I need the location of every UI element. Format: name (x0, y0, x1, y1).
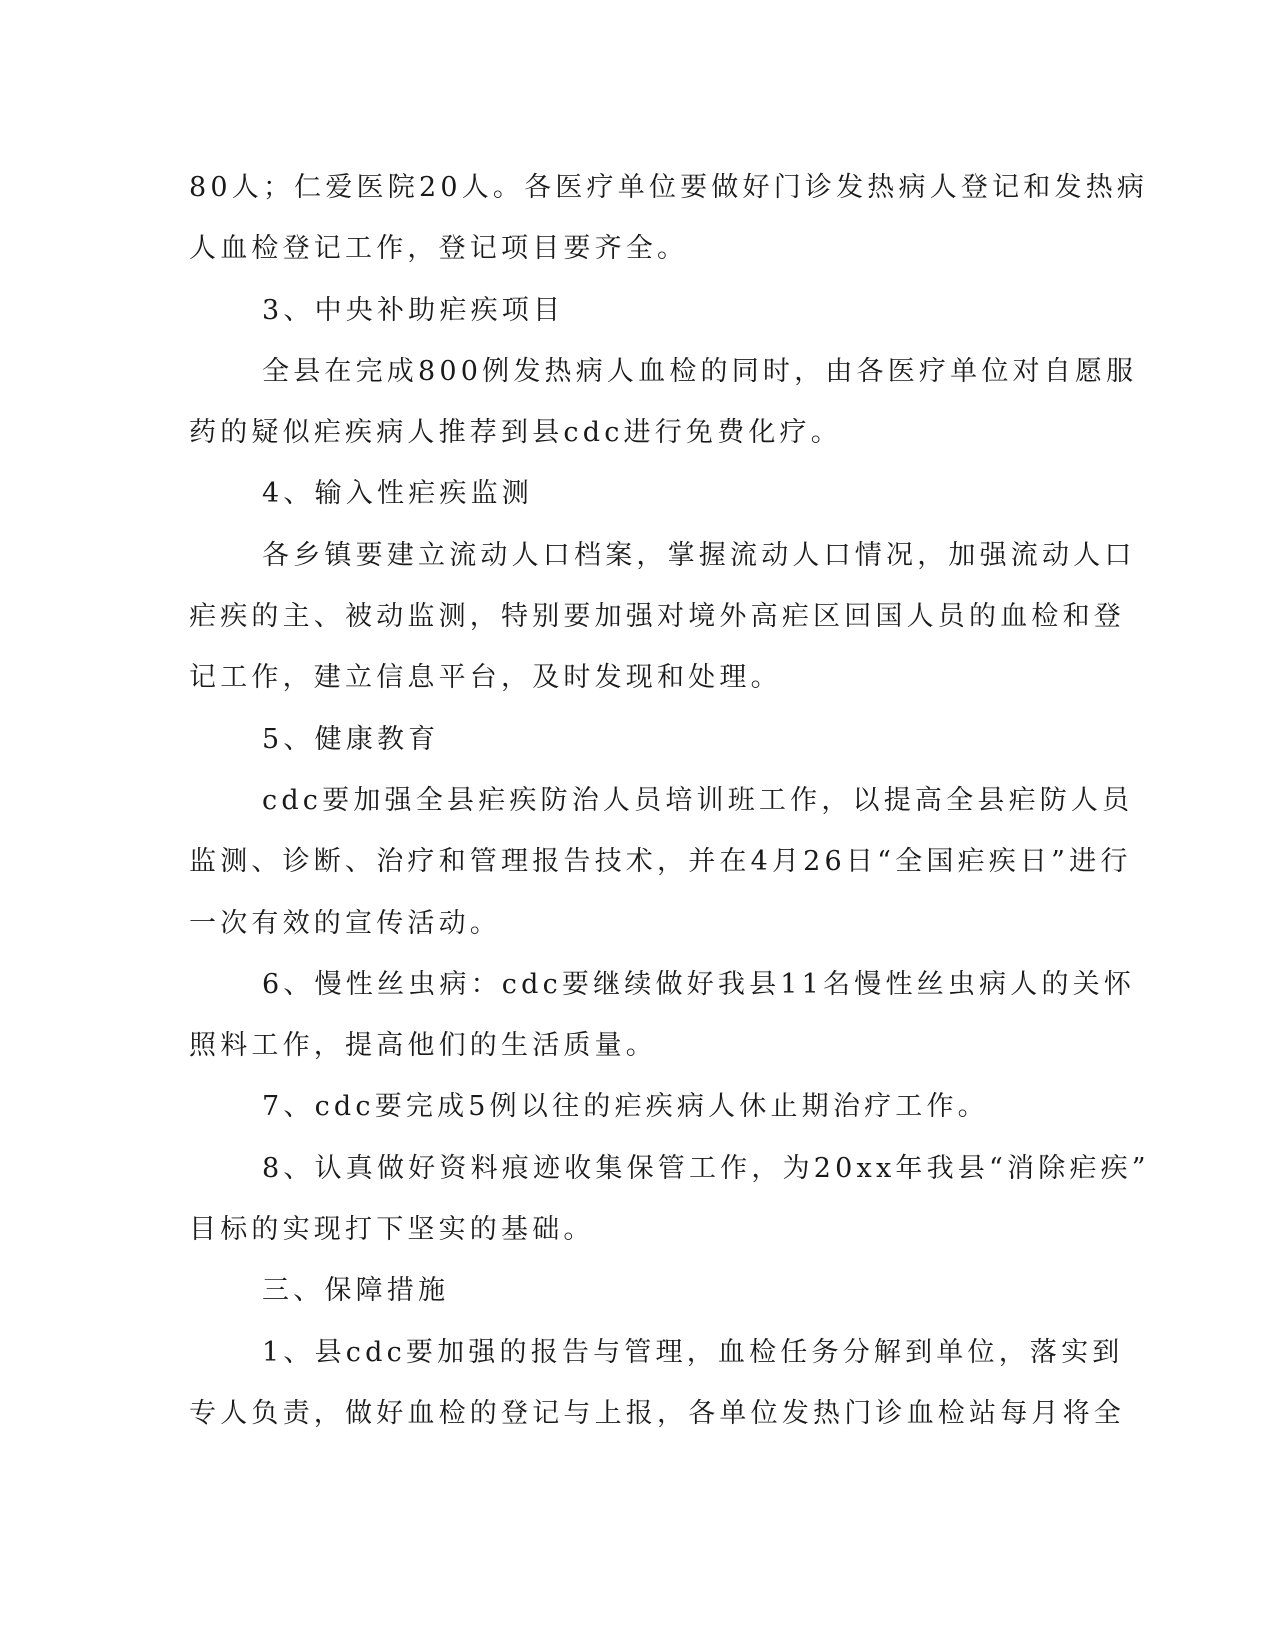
text-line: 监测、诊断、治疗和管理报告技术，并在4月26日“全国疟疾日”进行 (189, 846, 1132, 878)
list-item-line: 6、慢性丝虫病：cdc要继续做好我县11名慢性丝虫病人的关怀 (262, 968, 1136, 1000)
section-heading: 4、输入性疟疾监测 (262, 478, 533, 510)
paragraph-first-line: 各乡镇要建立流动人口档案，掌握流动人口情况，加强流动人口 (262, 539, 1136, 571)
text-line: 药的疑似疟疾病人推荐到县cdc进行免费化疗。 (189, 417, 842, 449)
list-item-line: 1、县cdc要加强的报告与管理，血检任务分解到单位，落实到 (262, 1336, 1124, 1368)
text-line: 专人负责，做好血检的登记与上报，各单位发热门诊血检站每月将全 (189, 1397, 1125, 1429)
text-line: 疟疾的主、被动监测，特别要加强对境外高疟区回国人员的血检和登 (189, 601, 1125, 633)
text-line: 照料工作，提高他们的生活质量。 (189, 1030, 657, 1062)
list-item-line: 8、认真做好资料痕迹收集保管工作，为20xx年我县“消除疟疾” (262, 1152, 1150, 1184)
text-line: 80人；仁爱医院20人。各医疗单位要做好门诊发热病人登记和发热病 (189, 172, 1149, 203)
text-line: 目标的实现打下坚实的基础。 (189, 1214, 595, 1246)
section-heading: 三、保障措施 (262, 1275, 450, 1307)
document-body (189, 157, 1150, 1444)
section-heading: 3、中央补助疟疾项目 (262, 294, 565, 326)
text-line: 一次有效的宣传活动。 (189, 907, 501, 939)
paragraph-first-line: 全县在完成800例发热病人血检的同时，由各医疗单位对自愿服 (262, 355, 1138, 387)
list-item-line: 7、cdc要完成5例以往的疟疾病人休止期治疗工作。 (262, 1091, 989, 1123)
text-line: 人血检登记工作，登记项目要齐全。 (189, 233, 689, 265)
paragraph-first-line: cdc要加强全县疟疾防治人员培训班工作，以提高全县疟防人员 (262, 784, 1134, 816)
text-line: 记工作，建立信息平台，及时发现和处理。 (189, 662, 782, 694)
section-heading: 5、健康教育 (262, 723, 440, 755)
